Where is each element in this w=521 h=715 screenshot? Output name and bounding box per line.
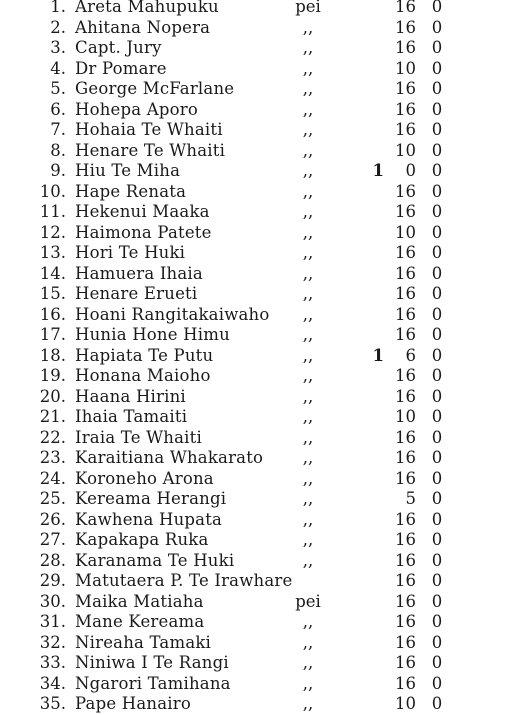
entry-name: Mane Kereama (75, 612, 205, 631)
entry-place: ,, (302, 284, 314, 303)
list-item (0, 59, 521, 80)
list-item (0, 653, 521, 674)
list-item (0, 284, 521, 305)
list-item (0, 0, 521, 18)
entry-pence: 0 (431, 17, 443, 37)
entry-shillings: 10 (395, 140, 416, 160)
entry-shillings: 16 (395, 99, 416, 119)
entry-pence: 0 (431, 222, 443, 242)
entry-number: 7. (50, 120, 66, 139)
entry-number: 22. (39, 427, 66, 447)
list-item (0, 592, 521, 613)
entry-shillings: 16 (395, 38, 416, 57)
entry-pence: 0 (431, 161, 443, 180)
entry-pence: 0 (431, 263, 443, 283)
entry-pence: 0 (431, 386, 443, 406)
entry-place: ,, (302, 17, 314, 37)
entry-pounds: 1 (372, 161, 384, 180)
entry-shillings: 16 (395, 17, 416, 37)
list-item (0, 38, 521, 59)
entry-pence: 0 (431, 243, 443, 262)
list-item (0, 633, 521, 654)
entry-pence: 0 (431, 571, 443, 590)
entry-shillings: 16 (395, 202, 416, 221)
entry-number: 5. (50, 79, 66, 98)
list-item (0, 469, 521, 490)
entry-pence: 0 (431, 79, 443, 98)
entry-place: ,, (302, 243, 314, 262)
entry-shillings: 10 (395, 694, 416, 713)
entry-place: ,, (302, 58, 314, 78)
entry-shillings: 10 (395, 222, 416, 242)
entry-number: 31. (39, 612, 66, 631)
entry-number: 15. (39, 284, 66, 303)
list-item (0, 674, 521, 695)
entry-shillings: 16 (395, 366, 416, 385)
entry-place: ,, (302, 509, 314, 529)
entry-number: 26. (39, 509, 66, 529)
entry-pence: 0 (431, 38, 443, 57)
entry-place: ,, (302, 653, 314, 672)
list-item (0, 305, 521, 326)
list-item (0, 182, 521, 203)
entry-place: ,, (302, 161, 314, 180)
entry-name: Hiu Te Miha (75, 161, 181, 180)
entry-number: 16. (39, 304, 66, 324)
entry-number: 9. (50, 161, 66, 180)
entry-name: Matutaera P. Te Irawhare (75, 571, 293, 590)
entry-pence: 0 (431, 653, 443, 672)
entry-name: Niniwa I Te Rangi (75, 653, 229, 672)
entry-place: ,, (302, 345, 314, 365)
entry-pence: 0 (431, 202, 443, 221)
list-item (0, 18, 521, 39)
list-item (0, 325, 521, 346)
entry-pence: 0 (431, 99, 443, 119)
entry-name: Hohepa Aporo (75, 99, 198, 119)
entry-name: Maika Matiaha (75, 591, 204, 611)
entry-name: Honana Maioho (75, 366, 211, 385)
entry-pounds: 1 (372, 345, 384, 365)
entry-name: Hamuera Ihaia (75, 263, 203, 283)
entry-place: pei (295, 0, 321, 16)
list-item (0, 243, 521, 264)
entry-place: ,, (302, 694, 314, 713)
entry-pence: 0 (431, 140, 443, 160)
entry-place: ,, (302, 79, 314, 98)
entry-shillings: 16 (395, 571, 416, 590)
entry-place: ,, (302, 263, 314, 283)
entry-number: 19. (39, 366, 66, 385)
entry-shillings: 16 (395, 591, 416, 611)
entry-pence: 0 (431, 345, 443, 365)
entry-place: ,, (302, 38, 314, 57)
entry-number: 14. (39, 263, 66, 283)
entry-number: 23. (39, 448, 66, 467)
list-item (0, 223, 521, 244)
entry-shillings: 16 (395, 612, 416, 631)
entry-place: ,, (302, 550, 314, 570)
entry-number: 24. (39, 468, 66, 488)
entry-number: 33. (39, 653, 66, 672)
entry-number: 18. (39, 345, 66, 365)
entry-shillings: 16 (395, 427, 416, 447)
entry-pence: 0 (431, 530, 443, 549)
entry-name: Ngarori Tamihana (75, 673, 231, 693)
entry-shillings: 16 (395, 468, 416, 488)
entry-number: 6. (50, 99, 66, 119)
entry-number: 1. (50, 0, 66, 16)
entry-place: ,, (302, 612, 314, 631)
entry-place: ,, (302, 202, 314, 221)
entry-shillings: 16 (395, 243, 416, 262)
entry-name: Iraia Te Whaiti (75, 427, 202, 447)
entry-pence: 0 (431, 673, 443, 693)
entry-name: Hekenui Maaka (75, 202, 210, 221)
entry-number: 32. (39, 632, 66, 652)
entry-name: Haimona Patete (75, 222, 212, 242)
entry-shillings: 16 (395, 550, 416, 570)
entry-name: Karaitiana Whakarato (75, 448, 264, 467)
entry-pence: 0 (431, 509, 443, 529)
entry-name: Hohaia Te Whaiti (75, 120, 223, 139)
list-item (0, 141, 521, 162)
entry-name: George McFarlane (75, 79, 235, 98)
entry-shillings: 16 (395, 509, 416, 529)
list-item (0, 489, 521, 510)
entry-place: ,, (302, 222, 314, 242)
entry-name: Areta Mahupuku (75, 0, 219, 16)
entry-name: Hape Renata (75, 181, 187, 201)
entry-place: ,, (302, 673, 314, 693)
entry-name: Karanama Te Huki (75, 550, 235, 570)
list-item (0, 387, 521, 408)
entry-pence: 0 (431, 284, 443, 303)
entry-shillings: 6 (405, 345, 416, 365)
entry-pence: 0 (431, 591, 443, 611)
entry-name: Nireaha Tamaki (75, 632, 212, 652)
entry-name: Ahitana Nopera (75, 17, 211, 37)
entry-place: ,, (302, 120, 314, 139)
entry-shillings: 5 (405, 489, 416, 508)
entry-place: ,, (302, 632, 314, 652)
list-item (0, 264, 521, 285)
list-item (0, 612, 521, 633)
entry-number: 25. (39, 489, 66, 508)
entry-place: ,, (302, 366, 314, 385)
entry-number: 12. (39, 222, 66, 242)
list-item (0, 510, 521, 531)
entry-name: Dr Pomare (75, 58, 167, 78)
entry-pence: 0 (431, 468, 443, 488)
list-item (0, 428, 521, 449)
entry-name: Kawhena Hupata (75, 509, 223, 529)
entry-number: 11. (39, 202, 66, 221)
entry-pence: 0 (431, 612, 443, 631)
entry-place: ,, (302, 386, 314, 406)
entry-number: 8. (50, 140, 66, 160)
entry-place: ,, (302, 427, 314, 447)
entry-name: Henare Erueti (75, 284, 198, 303)
entry-place: ,, (302, 325, 314, 344)
entry-shillings: 16 (395, 304, 416, 324)
entry-shillings: 16 (395, 79, 416, 98)
list-item (0, 79, 521, 100)
entry-pence: 0 (431, 448, 443, 467)
entry-shillings: 16 (395, 653, 416, 672)
entry-pence: 0 (431, 58, 443, 78)
entry-number: 34. (39, 673, 66, 693)
entry-pence: 0 (431, 366, 443, 385)
entry-name: Hapiata Te Putu (75, 345, 214, 365)
list-item (0, 571, 521, 592)
entry-shillings: 16 (395, 0, 416, 16)
entry-place: ,, (302, 448, 314, 467)
entry-shillings: 10 (395, 58, 416, 78)
entry-pence: 0 (431, 489, 443, 508)
entry-number: 27. (39, 530, 66, 549)
entry-pence: 0 (431, 550, 443, 570)
entry-pence: 0 (431, 694, 443, 713)
entry-place: ,, (302, 468, 314, 488)
entry-shillings: 0 (405, 161, 416, 180)
entry-number: 35. (39, 694, 66, 713)
list-item (0, 551, 521, 572)
entry-shillings: 10 (395, 407, 416, 426)
entry-number: 17. (39, 325, 66, 344)
entry-place: ,, (302, 181, 314, 201)
entry-number: 2. (50, 17, 66, 37)
entry-place: ,, (302, 99, 314, 119)
list-item (0, 100, 521, 121)
entry-pence: 0 (431, 427, 443, 447)
entry-number: 28. (39, 550, 66, 570)
entry-shillings: 16 (395, 325, 416, 344)
entry-shillings: 16 (395, 181, 416, 201)
entry-number: 3. (50, 38, 66, 57)
entry-name: Kereama Herangi (75, 489, 227, 508)
entry-name: Koroneho Arona (75, 468, 214, 488)
list-item (0, 694, 521, 715)
entry-place: ,, (302, 140, 314, 160)
list-item (0, 202, 521, 223)
list-item (0, 120, 521, 141)
entry-place: ,, (302, 530, 314, 549)
entry-pence: 0 (431, 325, 443, 344)
entry-name: Hori Te Huki (75, 243, 186, 262)
entry-shillings: 16 (395, 263, 416, 283)
entry-pence: 0 (431, 120, 443, 139)
entry-place: ,, (302, 489, 314, 508)
entry-name: Hunia Hone Himu (75, 325, 230, 344)
entry-shillings: 16 (395, 673, 416, 693)
list-item (0, 530, 521, 551)
entry-place: pei (295, 591, 321, 611)
entry-place: ,, (302, 304, 314, 324)
entry-name: Ihaia Tamaiti (75, 407, 188, 426)
entry-shillings: 16 (395, 120, 416, 139)
entry-name: Hoani Rangitakaiwaho (75, 304, 270, 324)
entry-name: Pape Hanairo (75, 694, 191, 713)
entry-name: Henare Te Whaiti (75, 140, 226, 160)
entry-number: 20. (39, 386, 66, 406)
entry-shillings: 16 (395, 632, 416, 652)
entry-number: 13. (39, 243, 66, 262)
entry-shillings: 16 (395, 284, 416, 303)
list-item (0, 346, 521, 367)
entry-pence: 0 (431, 304, 443, 324)
entry-pence: 0 (431, 407, 443, 426)
entry-number: 21. (39, 407, 66, 426)
entry-pence: 0 (431, 0, 443, 16)
entry-number: 4. (50, 58, 66, 78)
entry-shillings: 16 (395, 530, 416, 549)
list-item (0, 448, 521, 469)
entry-pence: 0 (431, 632, 443, 652)
entry-pence: 0 (431, 181, 443, 201)
entry-shillings: 16 (395, 386, 416, 406)
entry-number: 10. (39, 181, 66, 201)
entry-name: Kapakapa Ruka (75, 530, 209, 549)
entry-name: Haana Hirini (75, 386, 186, 406)
entry-place: ,, (302, 407, 314, 426)
list-item (0, 161, 521, 182)
entry-number: 29. (39, 571, 66, 590)
list-item (0, 407, 521, 428)
entry-shillings: 16 (395, 448, 416, 467)
list-item (0, 366, 521, 387)
entry-number: 30. (39, 591, 66, 611)
entry-name: Capt. Jury (75, 38, 162, 57)
